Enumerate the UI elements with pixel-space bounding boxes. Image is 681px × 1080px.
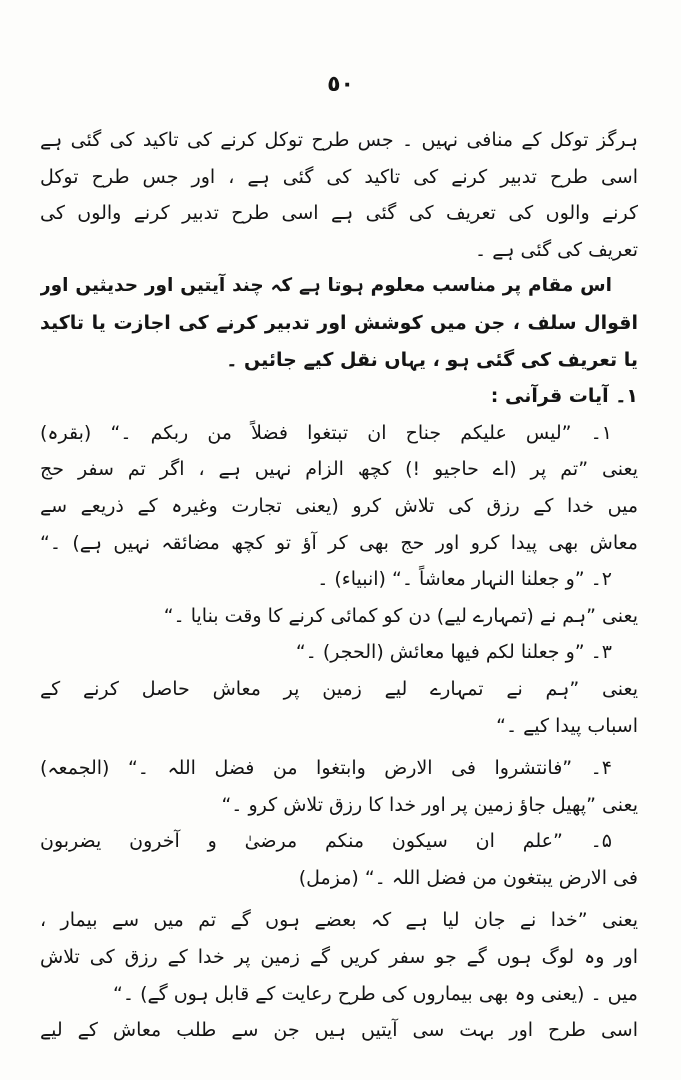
text-line: میں ۔ (یعنی وہ بھی بیماروں کی طرح رعایت کے قابل ہوں گے) ۔“ <box>113 982 638 1005</box>
text-line: یعنی ”تم پر (اے حاجیو !) کچھ الزام نہیں ہے ، اگر تم سفر حج <box>40 458 638 481</box>
text-line: یعنی ”پھیل جاؤ زمین پر اور خدا کا رزق تلاش کرو ۔“ <box>221 793 638 816</box>
text-line: اس مقام پر مناسب معلوم ہوتا ہے کہ چند آیتیں اور حدیثیں اور <box>40 275 612 297</box>
text-line: یا تعریف کی گئی ہو ، یہاں نقل کیے جائیں ۔ <box>226 348 638 371</box>
text-line: ۱۔ ”لیس علیکم جناح ان تبتغوا فضلاً من ربکم ۔“ (بقرہ) <box>40 421 612 444</box>
text-line: اقوال سلف ، جن میں کوشش اور تدبیر کرنے کی اجازت یا تاکید <box>40 311 638 334</box>
text-line: ہرگز توکل کے منافی نہیں ۔ جس طرح توکل کرنے کی تاکید کی گئی ہے <box>40 129 638 151</box>
text-line: اور وہ لوگ ہوں گے جو سفر کریں گے زمین پر خدا کے رزق کی تلاش <box>40 946 638 969</box>
text-line: ۵۔ ”علم ان سیکون منکم مرضیٰ و آخرون یضربون <box>40 830 612 853</box>
text-line: ۱۔ آیات قرآنی : <box>490 385 638 408</box>
text-line: معاش بھی پیدا کرو اور حج بھی کر آؤ تو کچھ مضائقہ نہیں ہے) ۔“ <box>40 531 638 554</box>
page-body-text <box>40 122 638 1049</box>
text-line: یعنی ”ہم نے (تمہارے لیے) دن کو کمائی کرنے کا وقت بنایا ۔“ <box>163 604 638 627</box>
text-line: میں خدا کے رزق کی تلاش کرو (یعنی تجارت وغیرہ کے ذریعے سے <box>40 494 638 517</box>
text-line: ۳۔ ”و جعلنا لکم فیھا معائش (الحجر) ۔“ <box>295 641 612 664</box>
text-line: کرنے والوں کی تعریف کی گئی ہے اسی طرح تدبیر کرنے والوں کی <box>40 202 638 225</box>
text-line: اسباب پیدا کیے ۔“ <box>496 714 638 737</box>
text-line: ۲۔ ”و جعلنا النہار معاشاً ۔“ (انبیاء) ۔ <box>317 568 612 591</box>
text-line: ۴۔ ”فانتشروا فی الارض وابتغوا من فضل اللہ ۔“ (الجمعہ) <box>40 757 612 780</box>
page-number: ٥٠ <box>327 72 354 97</box>
text-line: اسی طرح اور بہت سی آیتیں ہیں جن سے طلب معاش کے لیے <box>40 1019 638 1042</box>
text-line: فی الارض یبتغون من فضل اللہ ۔“ (مزمل) <box>298 866 638 889</box>
text-line: تعریف کی گئی ہے ۔ <box>475 238 638 261</box>
text-line: یعنی ”خدا نے جان لیا ہے کہ بعضے ہوں گے تم میں سے بیمار ، <box>40 909 638 932</box>
text-line: اسی طرح تدبیر کرنے کی تاکید کی گئی ہے ، اور جس طرح توکل <box>40 165 638 188</box>
text-line: یعنی ”ہم نے تمہارے لیے زمین پر معاش حاصل کرنے کے <box>40 677 638 700</box>
